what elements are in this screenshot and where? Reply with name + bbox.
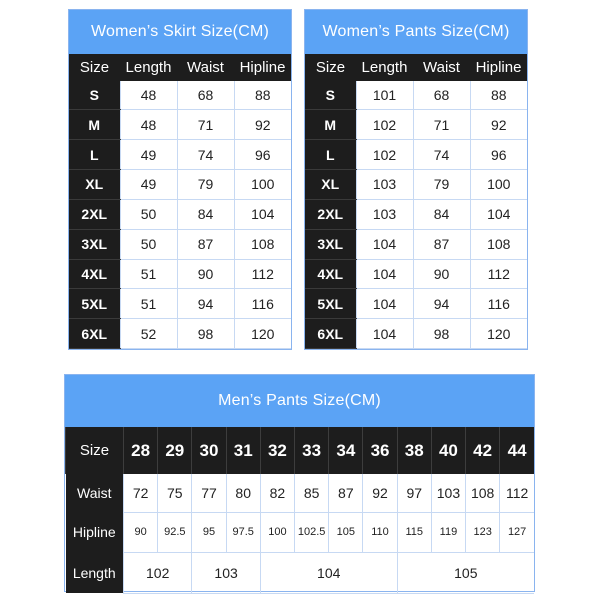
- skirt-value-cell: 88: [234, 81, 291, 110]
- skirt-value-cell: 48: [120, 110, 177, 140]
- men-size-header-cell: 31: [226, 427, 260, 474]
- pants-size-label: XL: [305, 170, 356, 200]
- pants-value-cell: 104: [356, 319, 413, 349]
- skirt-size-label: XL: [69, 170, 120, 200]
- men-waist-cell: 80: [226, 474, 260, 512]
- skirt-value-cell: 50: [120, 199, 177, 229]
- skirt-value-cell: 51: [120, 289, 177, 319]
- skirt-value-cell: 100: [234, 170, 291, 200]
- men-hipline-cell: 92.5: [158, 512, 192, 552]
- pants-value-cell: 71: [413, 110, 470, 140]
- pants-size-label: S: [305, 81, 356, 110]
- men-waist-cell: 112: [500, 474, 534, 512]
- skirt-value-cell: 94: [177, 289, 234, 319]
- skirt-table-row: [69, 259, 291, 289]
- skirt-value-cell: 84: [177, 199, 234, 229]
- skirt-size-label: 4XL: [69, 259, 120, 289]
- pants-value-cell: 98: [413, 319, 470, 349]
- skirt-size-label: 2XL: [69, 199, 120, 229]
- men-waist-cell: 82: [260, 474, 294, 512]
- pants-value-cell: 104: [356, 229, 413, 259]
- men-size-header-cell: 29: [158, 427, 192, 474]
- pants-size-label: 2XL: [305, 199, 356, 229]
- men-waist-cell: 103: [431, 474, 465, 512]
- men-length-cell: 104: [260, 552, 397, 593]
- pants-size-table: [305, 54, 527, 349]
- pants-value-cell: 79: [413, 170, 470, 200]
- pants-header-cell: Waist: [413, 54, 470, 81]
- skirt-value-cell: 98: [177, 319, 234, 349]
- pants-value-cell: 104: [356, 259, 413, 289]
- pants-value-cell: 104: [356, 289, 413, 319]
- men-waist-cell: 97: [397, 474, 431, 512]
- skirt-size-label: M: [69, 110, 120, 140]
- pants-chart-title: Women’s Pants Size(CM): [305, 10, 527, 54]
- skirt-value-cell: 92: [234, 110, 291, 140]
- pants-value-cell: 87: [413, 229, 470, 259]
- men-size-header-cell: 44: [500, 427, 534, 474]
- skirt-header-cell: Length: [120, 54, 177, 81]
- men-waist-cell: 87: [329, 474, 363, 512]
- men-hipline-cell: 119: [431, 512, 465, 552]
- men-waist-cell: 85: [295, 474, 329, 512]
- skirt-table-row: [69, 170, 291, 200]
- womens-pants-size-chart: [304, 9, 528, 350]
- skirt-value-cell: 116: [234, 289, 291, 319]
- pants-value-cell: 88: [470, 81, 527, 110]
- skirt-size-table: [69, 54, 291, 349]
- pants-size-label: 5XL: [305, 289, 356, 319]
- skirt-value-cell: 71: [177, 110, 234, 140]
- men-hipline-cell: 115: [397, 512, 431, 552]
- skirt-value-cell: 112: [234, 259, 291, 289]
- skirt-size-label: L: [69, 140, 120, 170]
- men-size-header-cell: 32: [260, 427, 294, 474]
- pants-size-label: M: [305, 110, 356, 140]
- pants-value-cell: 120: [470, 319, 527, 349]
- men-hipline-cell: 95: [192, 512, 226, 552]
- men-size-header-cell: 33: [295, 427, 329, 474]
- skirt-size-label: 3XL: [69, 229, 120, 259]
- pants-table-row: [305, 81, 527, 110]
- pants-value-cell: 100: [470, 170, 527, 200]
- skirt-table-row: [69, 140, 291, 170]
- men-size-header: Size: [66, 427, 124, 474]
- pants-size-label: 4XL: [305, 259, 356, 289]
- men-size-header-cell: 36: [363, 427, 397, 474]
- skirt-table-row: [69, 199, 291, 229]
- skirt-value-cell: 79: [177, 170, 234, 200]
- pants-value-cell: 101: [356, 81, 413, 110]
- men-hipline-cell: 90: [124, 512, 158, 552]
- men-size-header-cell: 38: [397, 427, 431, 474]
- men-waist-cell: 75: [158, 474, 192, 512]
- skirt-table-row: [69, 289, 291, 319]
- skirt-value-cell: 96: [234, 140, 291, 170]
- skirt-value-cell: 49: [120, 140, 177, 170]
- men-waist-cell: 72: [124, 474, 158, 512]
- men-hipline-cell: 127: [500, 512, 534, 552]
- mens-pants-size-chart: [64, 374, 535, 592]
- pants-table-row: [305, 140, 527, 170]
- skirt-value-cell: 104: [234, 199, 291, 229]
- pants-table-row: [305, 259, 527, 289]
- pants-size-label: 3XL: [305, 229, 356, 259]
- skirt-size-label: S: [69, 81, 120, 110]
- pants-value-cell: 112: [470, 259, 527, 289]
- pants-value-cell: 84: [413, 199, 470, 229]
- men-length-cell: 105: [397, 552, 534, 593]
- skirt-value-cell: 52: [120, 319, 177, 349]
- men-size-header-cell: 34: [329, 427, 363, 474]
- pants-value-cell: 103: [356, 170, 413, 200]
- skirt-value-cell: 50: [120, 229, 177, 259]
- skirt-value-cell: 120: [234, 319, 291, 349]
- men-waist-cell: 77: [192, 474, 226, 512]
- pants-size-label: 6XL: [305, 319, 356, 349]
- men-size-header-cell: 30: [192, 427, 226, 474]
- men-size-header-cell: 40: [431, 427, 465, 474]
- men-waist-cell: 108: [466, 474, 500, 512]
- men-waist-cell: 92: [363, 474, 397, 512]
- men-size-table: [65, 427, 534, 594]
- pants-value-cell: 103: [356, 199, 413, 229]
- pants-value-cell: 92: [470, 110, 527, 140]
- womens-skirt-size-chart: [68, 9, 292, 350]
- men-hipline-cell: 123: [466, 512, 500, 552]
- pants-header-cell: Size: [305, 54, 356, 81]
- men-length-cell: 102: [124, 552, 192, 593]
- pants-value-cell: 74: [413, 140, 470, 170]
- skirt-size-label: 5XL: [69, 289, 120, 319]
- skirt-header-cell: Size: [69, 54, 120, 81]
- skirt-value-cell: 51: [120, 259, 177, 289]
- pants-table-row: [305, 199, 527, 229]
- men-hipline-cell: 100: [260, 512, 294, 552]
- skirt-chart-title: Women’s Skirt Size(CM): [69, 10, 291, 54]
- pants-value-cell: 96: [470, 140, 527, 170]
- pants-value-cell: 94: [413, 289, 470, 319]
- skirt-size-label: 6XL: [69, 319, 120, 349]
- men-hipline-label: Hipline: [66, 512, 124, 552]
- men-hipline-cell: 110: [363, 512, 397, 552]
- men-size-header-cell: 42: [466, 427, 500, 474]
- pants-header-cell: Hipline: [470, 54, 527, 81]
- pants-size-label: L: [305, 140, 356, 170]
- pants-table-row: [305, 170, 527, 200]
- pants-table-row: [305, 110, 527, 140]
- skirt-value-cell: 74: [177, 140, 234, 170]
- pants-value-cell: 68: [413, 81, 470, 110]
- men-hipline-cell: 105: [329, 512, 363, 552]
- men-waist-label: Waist: [66, 474, 124, 512]
- skirt-header-cell: Waist: [177, 54, 234, 81]
- pants-header-cell: Length: [356, 54, 413, 81]
- men-size-header-cell: 28: [124, 427, 158, 474]
- men-length-cell: 103: [192, 552, 260, 593]
- pants-value-cell: 108: [470, 229, 527, 259]
- skirt-value-cell: 68: [177, 81, 234, 110]
- men-hipline-cell: 102.5: [295, 512, 329, 552]
- pants-value-cell: 102: [356, 140, 413, 170]
- skirt-value-cell: 49: [120, 170, 177, 200]
- men-chart-title: Men’s Pants Size(CM): [65, 375, 534, 427]
- pants-value-cell: 102: [356, 110, 413, 140]
- skirt-value-cell: 90: [177, 259, 234, 289]
- pants-value-cell: 104: [470, 199, 527, 229]
- skirt-value-cell: 108: [234, 229, 291, 259]
- pants-value-cell: 90: [413, 259, 470, 289]
- pants-value-cell: 116: [470, 289, 527, 319]
- pants-table-row: [305, 289, 527, 319]
- pants-table-row: [305, 319, 527, 349]
- skirt-table-row: [69, 229, 291, 259]
- skirt-value-cell: 87: [177, 229, 234, 259]
- skirt-table-row: [69, 319, 291, 349]
- men-length-label: Length: [66, 552, 124, 593]
- skirt-header-cell: Hipline: [234, 54, 291, 81]
- men-hipline-cell: 97.5: [226, 512, 260, 552]
- skirt-value-cell: 48: [120, 81, 177, 110]
- skirt-table-row: [69, 110, 291, 140]
- pants-table-row: [305, 229, 527, 259]
- skirt-table-row: [69, 81, 291, 110]
